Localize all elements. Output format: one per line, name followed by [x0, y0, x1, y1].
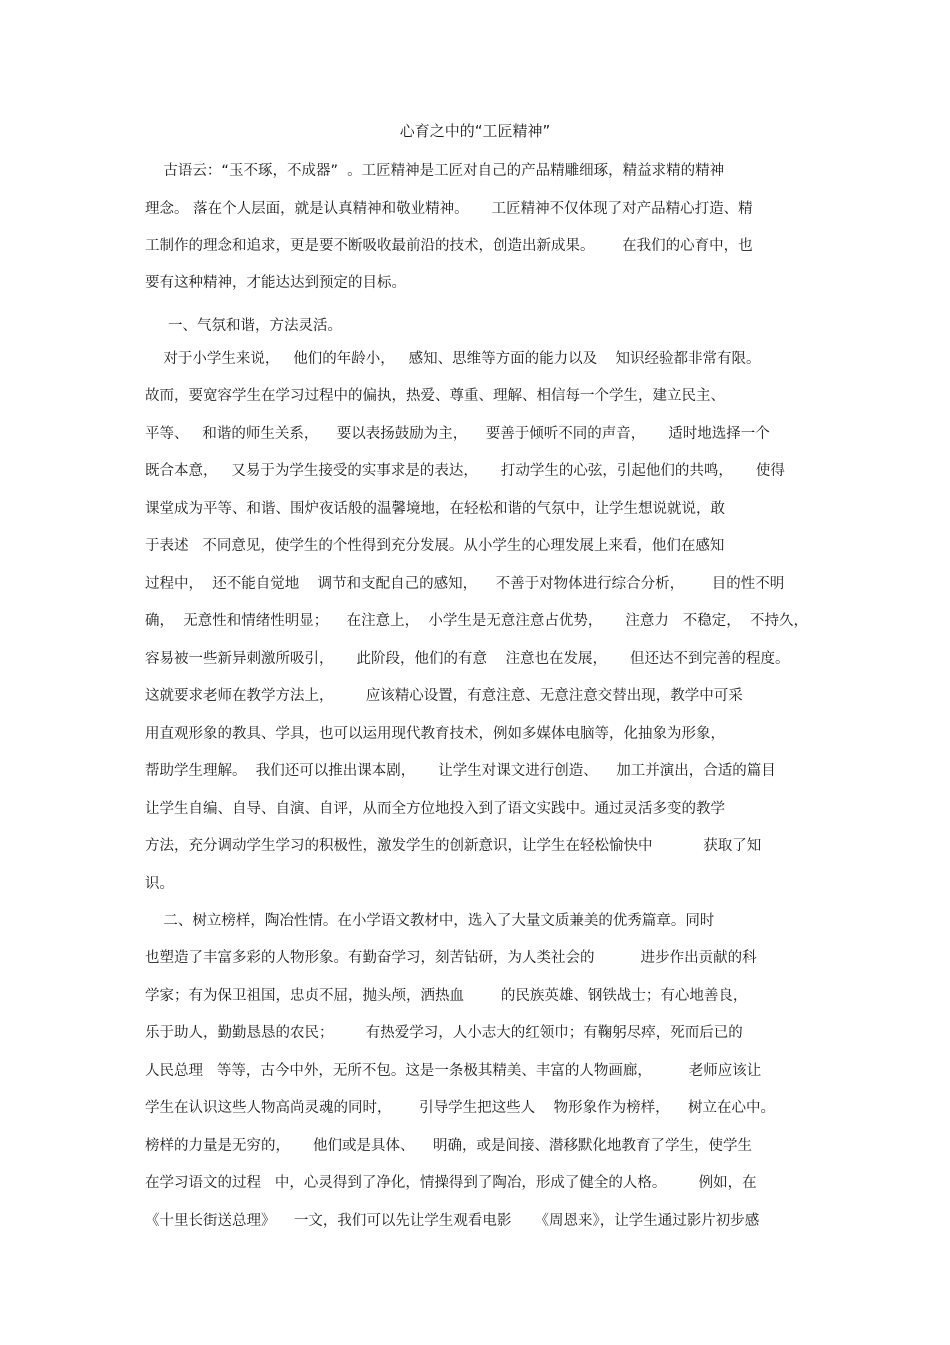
text-line: 识。 [145, 876, 174, 892]
text-line: 也塑造了丰富多彩的人物形象。有勤奋学习，刻苦钻研，为人类社会的 进步作出贡献的科 [145, 950, 757, 966]
text-line: 人民总理 等等，古今中外，无所不包。这是一条极其精美、丰富的人物画廊， 老师应该让 [145, 1063, 762, 1079]
text-line: 帮助学生理解。 我们还可以推出课本剧， 让学生对课文进行创造、 加工并演出，合适的篇目 [145, 763, 776, 779]
text-line: 《十里长街送总理》 一文，我们可以先让学生观看电影 《周恩来》，让学生通过影片初步感 [145, 1213, 760, 1229]
text-line: 对于小学生来说， 他们的年龄小， 感知、思维等方面的能力以及 知识经验都非常有限。 [145, 351, 761, 367]
text-line: 要有这种精神，才能达达到预定的目标。 [145, 275, 406, 291]
text-line: 用直观形象的教具、学具，也可以运用现代教育技术，例如多媒体电脑等，化抽象为形象， [145, 726, 725, 742]
text-line: 工制作的理念和追求，更是要不断吸收最前沿的技术，创造出新成果。 在我们的心育中，也 [145, 238, 753, 254]
text-line: 乐于助人，勤勤恳恳的农民； 有热爱学习，人小志大的红领巾；有鞠躬尽瘁，死而后已的 [145, 1025, 743, 1041]
text-line: 方法，充分调动学生学习的积极性，激发学生的创新意识，让学生在轻松愉快中 获取了知 [145, 838, 762, 854]
text-line: 学家；有为保卫祖国，忠贞不屈，抛头颅，洒热血 的民族英雄、钢铁战士；有心地善良， [145, 988, 748, 1004]
text-line: 古语云：“玉不琢，不成器” 。工匠精神是工匠对自己的产品精雕细琢，精益求精的精神 [145, 163, 725, 179]
text-line: 二、树立榜样，陶冶性情。在小学语文教材中，选入了大量文质兼美的优秀篇章。同时 [145, 913, 715, 929]
text-line: 故而，要宽容学生在学习过程中的偏执，热爱、尊重、理解、相信每一个学生，建立民主、 [145, 388, 725, 404]
text-line: 过程中， 还不能自觉地 调节和支配自己的感知， 不善于对物体进行综合分析， 目的性不明 [145, 576, 785, 592]
text-line: 确， 无意性和情绪性明显； 在注意上， 小学生是无意注意占优势， 注意力 不稳定， 不持久， [145, 613, 808, 629]
text-line: 学生在认识这些人物高尚灵魂的同时， 引导学生把这些人 物形象作为榜样， 树立在心中。 [145, 1100, 776, 1116]
text-line: 平等、 和谐的师生关系， 要以表扬鼓励为主， 要善于倾听不同的声音， 适时地选择一个 [145, 426, 770, 442]
text-line: 课堂成为平等、和谐、围炉夜话般的温馨境地，在轻松和谐的气氛中，让学生想说就说，敢 [145, 501, 725, 517]
text-line: 让学生自编、自导、自演、自评，从而全方位地投入到了语文实践中。通过灵活多变的教学 [145, 801, 725, 817]
text-line: 既合本意， 又易于为学生接受的实事求是的表达， 打动学生的心弦，引起他们的共鸣， 使得 [145, 463, 785, 479]
text-line: 于表述 不同意见，使学生的个性得到充分发展。从小学生的心理发展上来看，他们在感知 [145, 538, 725, 554]
text-line: 理念。 落在个人层面，就是认真精神和敬业精神。 工匠精神不仅体现了对产品精心打造、精 [145, 201, 753, 217]
text-line: 榜样的力量是无穷的， 他们或是具体、 明确，或是间接、潜移默化地教育了学生，使学生 [145, 1138, 752, 1154]
text-line: 一、气氛和谐，方法灵活。 [145, 318, 343, 334]
document-title: 心育之中的“工匠精神” [399, 122, 551, 140]
text-line: 容易被一些新异刺激所吸引， 此阶段，他们的有意 注意也在发展， 但还达不到完善的程度。 [145, 651, 790, 667]
text-line: 这就要求老师在教学方法上， 应该精心设置，有意注意、无意注意交替出现，教学中可采 [145, 688, 743, 704]
text-line: 在学习语文的过程 中，心灵得到了净化，情操得到了陶冶，形成了健全的人格。 例如，在 [145, 1175, 757, 1191]
